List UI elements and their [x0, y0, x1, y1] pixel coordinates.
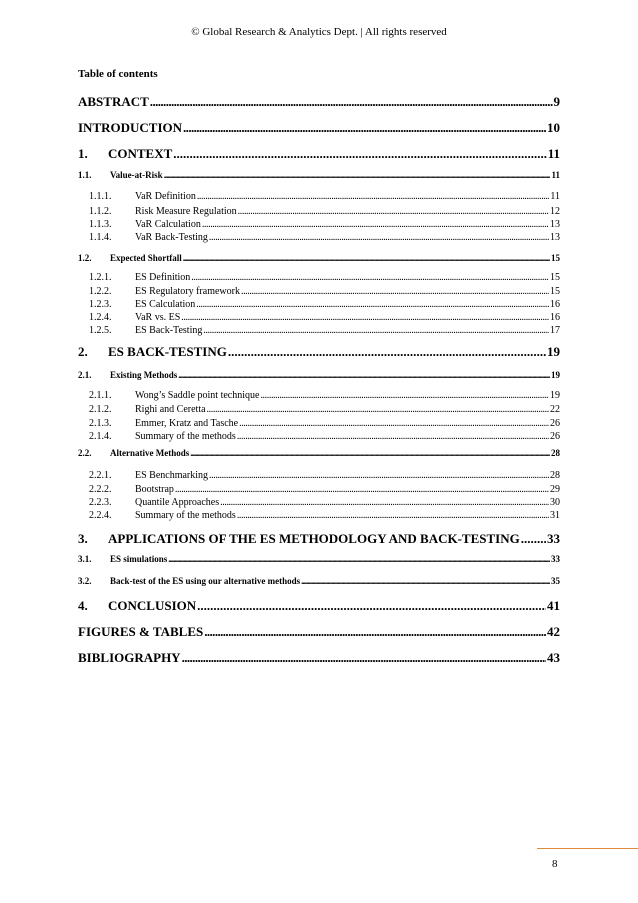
toc-entry-number: 3.2. — [78, 576, 92, 586]
toc-entry-number: 2.2. — [78, 448, 92, 458]
toc-entry-page: 16 — [550, 312, 560, 323]
toc-entry-number: 1.1.3. — [89, 219, 112, 230]
page-number: 8 — [552, 858, 558, 870]
toc-entry-page: 9 — [553, 94, 560, 109]
toc-entry-number: 1.2.3. — [89, 299, 112, 310]
toc-entry[interactable] — [78, 253, 560, 263]
page-header: © Global Research & Analytics Dept. | All rights reserved — [191, 26, 447, 38]
toc-entry[interactable] — [78, 497, 560, 508]
toc-entry[interactable] — [78, 219, 560, 230]
toc-entry-number: 2.2.3. — [89, 497, 112, 508]
toc-dot-leader — [191, 272, 549, 283]
toc-entry-title: VaR Back-Testing — [135, 232, 208, 243]
toc-entry-number: 1.2.5. — [89, 325, 112, 336]
toc-dot-leader — [207, 404, 549, 415]
toc-dot-leader — [168, 554, 550, 564]
toc-entry-title: ABSTRACT — [78, 94, 149, 109]
toc-entry-page: 28 — [550, 470, 560, 481]
toc-entry-page: 43 — [547, 650, 560, 665]
toc-entry-title: ES Benchmarking — [135, 470, 209, 481]
toc-entry-title: BIBLIOGRAPHY — [78, 650, 181, 665]
toc-entry-title: Emmer, Kratz and Tasche — [135, 418, 239, 429]
toc-dot-leader — [237, 510, 549, 521]
toc-entry-page: 15 — [550, 272, 560, 283]
toc-entry-page: 10 — [547, 120, 560, 135]
toc-entry[interactable] — [78, 344, 560, 360]
toc-entry-number: 1.1. — [78, 170, 92, 180]
toc-entry-page: 19 — [551, 370, 560, 380]
toc-entry-number: 2.2.1. — [89, 470, 112, 481]
toc-entry-page: 12 — [550, 206, 560, 217]
toc-entry[interactable] — [78, 650, 560, 666]
toc-entry-number: 2.1.4. — [89, 431, 112, 442]
toc-dot-leader — [238, 206, 549, 217]
toc-entry-page: 19 — [550, 390, 560, 401]
toc-entry-page: 41 — [547, 598, 560, 613]
toc-entry[interactable] — [78, 299, 560, 310]
toc-entry-number: 2.1. — [78, 370, 92, 380]
toc-entry-title: ES BACK-TESTING — [108, 344, 227, 359]
toc-entry[interactable] — [78, 418, 560, 429]
toc-entry-page: 26 — [550, 418, 560, 429]
toc-entry-title: Quantile Approaches — [135, 497, 220, 508]
toc-entry[interactable] — [78, 624, 560, 640]
toc-dot-leader — [228, 344, 546, 360]
toc-entry[interactable] — [78, 312, 560, 323]
toc-dot-leader — [196, 299, 549, 310]
toc-entry-page: 15 — [550, 286, 560, 297]
toc-entry[interactable] — [78, 598, 560, 614]
toc-entry-number: 2.1.2. — [89, 404, 112, 415]
footer-rule — [537, 848, 638, 849]
toc-entry[interactable] — [78, 576, 560, 586]
toc-dot-leader — [183, 253, 550, 263]
toc-entry[interactable] — [78, 272, 560, 283]
toc-entry-number: 2.2.2. — [89, 484, 112, 495]
toc-entry-title: Alternative Methods — [110, 448, 190, 458]
toc-entry-title: INTRODUCTION — [78, 120, 183, 135]
toc-entry[interactable] — [78, 470, 560, 481]
toc-entry[interactable] — [78, 325, 560, 336]
toc-entry-page: 19 — [547, 344, 560, 359]
toc-entry-page: 33 — [547, 531, 560, 546]
toc-entry-number: 3.1. — [78, 554, 92, 564]
toc-entry-number: 1.2.1. — [89, 272, 112, 283]
toc-entry[interactable] — [78, 431, 560, 442]
toc-entry-title: CONTEXT — [108, 146, 173, 161]
toc-entry-title: Risk Measure Regulation — [135, 206, 237, 217]
toc-dot-leader — [239, 418, 549, 429]
toc-entry-number: 1.1.2. — [89, 206, 112, 217]
toc-entry[interactable] — [78, 404, 560, 415]
toc-entry-page: 30 — [550, 497, 560, 508]
toc-entry-title: ES Back-Testing — [135, 325, 203, 336]
toc-entry-page: 11 — [551, 170, 560, 180]
toc-entry[interactable] — [78, 370, 560, 380]
toc-dot-leader — [237, 431, 549, 442]
toc-entry-title: Righi and Ceretta — [135, 404, 206, 415]
toc-dot-leader — [209, 470, 549, 481]
toc-entry[interactable] — [78, 554, 560, 564]
toc-entry[interactable] — [78, 531, 560, 547]
toc-entry-title: VaR Calculation — [135, 219, 201, 230]
toc-entry-title: Back-test of the ES using our alternative methods — [110, 576, 301, 586]
toc-entry-page: 13 — [550, 232, 560, 243]
toc-dot-leader — [197, 598, 546, 614]
toc-entry-title: ES Regulatory framework — [135, 286, 240, 297]
toc-entry-page: 11 — [550, 191, 560, 202]
toc-dot-leader — [181, 312, 549, 323]
toc-entry-page: 31 — [550, 510, 560, 521]
toc-entry-title: Existing Methods — [110, 370, 178, 380]
toc-dot-leader — [202, 219, 549, 230]
toc-entry-number: 1.2.4. — [89, 312, 112, 323]
toc-entry[interactable] — [78, 146, 560, 162]
toc-entry-title: ES simulations — [110, 554, 168, 564]
toc-entry[interactable] — [78, 170, 560, 180]
toc-entry[interactable] — [78, 510, 560, 521]
toc-entry[interactable] — [78, 448, 560, 458]
toc-entry-page: 17 — [550, 325, 560, 336]
toc-entry-title: ES Definition — [135, 272, 191, 283]
toc-entry-page: 28 — [551, 448, 560, 458]
toc-dot-leader — [203, 325, 549, 336]
toc-entry-title: APPLICATIONS OF THE ES METHODOLOGY AND BACK-TESTING — [108, 531, 520, 546]
toc-entry-number: 1.2.2. — [89, 286, 112, 297]
toc-entry-page: 11 — [547, 146, 560, 161]
toc-entry-page: 29 — [550, 484, 560, 495]
toc-entry-page: 15 — [551, 253, 560, 263]
toc-dot-leader — [301, 576, 550, 586]
toc-dot-leader — [178, 370, 550, 380]
toc-entry-number: 2.1.3. — [89, 418, 112, 429]
toc-title: Table of contents — [78, 68, 158, 80]
toc-entry-title: ES Calculation — [135, 299, 196, 310]
toc-entry-page: 35 — [551, 576, 560, 586]
toc-entry-number: 1.1.1. — [89, 191, 112, 202]
toc-entry[interactable] — [78, 484, 560, 495]
toc-entry-number: 2. — [78, 344, 88, 359]
toc-dot-leader — [183, 120, 546, 136]
toc-entry-number: 3. — [78, 531, 88, 546]
toc-dot-leader — [150, 94, 553, 110]
toc-entry[interactable] — [78, 390, 560, 401]
toc-entry[interactable] — [78, 286, 560, 297]
toc-entry-page: 26 — [550, 431, 560, 442]
toc-entry-title: Summary of the methods — [135, 510, 236, 521]
toc-entry[interactable] — [78, 94, 560, 110]
toc-entry-number: 2.2.4. — [89, 510, 112, 521]
toc-dot-leader — [173, 146, 546, 162]
toc-dot-leader — [190, 448, 550, 458]
toc-entry-title: Expected Shortfall — [110, 253, 182, 263]
toc-dot-leader — [175, 484, 549, 495]
toc-entry-title: CONCLUSION — [108, 598, 197, 613]
toc-entry-title: Summary of the methods — [135, 431, 236, 442]
toc-entry-page: 16 — [550, 299, 560, 310]
toc-dot-leader — [182, 650, 546, 666]
toc-dot-leader — [209, 232, 549, 243]
toc-entry-page: 33 — [551, 554, 560, 564]
toc-entry-title: FIGURES & TABLES — [78, 624, 204, 639]
toc-entry-number: 1.2. — [78, 253, 92, 263]
toc-entry[interactable] — [78, 191, 560, 202]
toc-dot-leader — [204, 624, 546, 640]
toc-entry-title: Wong’s Saddle point technique — [135, 390, 260, 401]
toc-entry-number: 1.1.4. — [89, 232, 112, 243]
toc-entry-title: Bootstrap — [135, 484, 174, 495]
toc-dot-leader — [521, 531, 546, 547]
toc-entry-title: VaR Definition — [135, 191, 196, 202]
toc-entry[interactable] — [78, 232, 560, 243]
toc-entry[interactable] — [78, 206, 560, 217]
toc-entry-title: VaR vs. ES — [135, 312, 181, 323]
toc-entry-page: 13 — [550, 219, 560, 230]
toc-dot-leader — [220, 497, 549, 508]
toc-entry-title: Value-at-Risk — [110, 170, 163, 180]
toc-dot-leader — [241, 286, 549, 297]
toc-entry-number: 4. — [78, 598, 88, 613]
toc-entry-page: 42 — [547, 624, 560, 639]
toc-entry-page: 22 — [550, 404, 560, 415]
toc-dot-leader — [197, 191, 550, 202]
toc-dot-leader — [164, 170, 551, 180]
toc-dot-leader — [260, 390, 549, 401]
toc-entry-number: 2.1.1. — [89, 390, 112, 401]
toc-entry-number: 1. — [78, 146, 88, 161]
toc-entry[interactable] — [78, 120, 560, 136]
